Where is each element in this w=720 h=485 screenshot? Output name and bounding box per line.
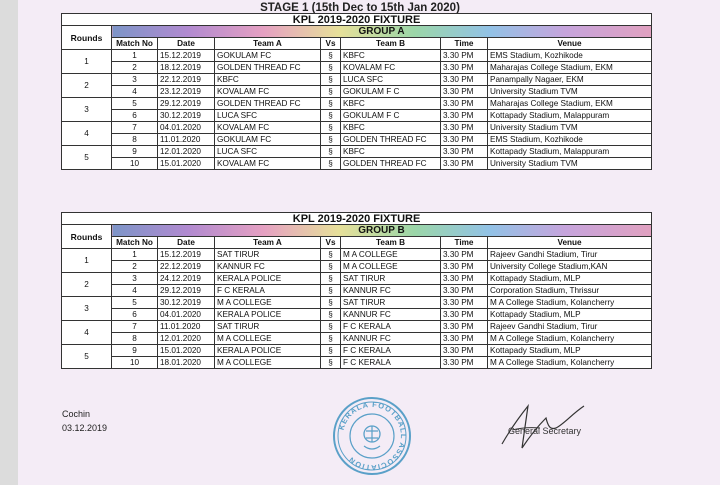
team-b: M A COLLEGE [341,261,441,273]
left-page-edge [0,0,18,485]
match-date: 15.12.2019 [158,50,215,62]
match-date: 12.01.2020 [158,146,215,158]
match-no: 1 [112,249,158,261]
team-b: KBFC [341,146,441,158]
match-venue: University Stadium TVM [488,158,652,170]
match-no: 2 [112,261,158,273]
match-time: 3.30 PM [441,146,488,158]
match-time: 3.30 PM [441,357,488,369]
match-venue: Kottapady Stadium, Malappuram [488,110,652,122]
vs-symbol: § [321,98,341,110]
team-a: SAT TIRUR [215,249,321,261]
vs-symbol: § [321,62,341,74]
table-row [62,321,652,333]
column-header-time: Time [441,237,488,249]
match-venue: Corporation Stadium, Thrissur [488,285,652,297]
match-venue: Maharajas College Stadium, EKM [488,98,652,110]
column-header-date: Date [158,237,215,249]
vs-symbol: § [321,146,341,158]
team-b: F C KERALA [341,357,441,369]
table-row [62,297,652,309]
fixture-title: KPL 2019-2020 FIXTURE [62,213,652,225]
vs-symbol: § [321,333,341,345]
fixture-table-group-b [61,212,652,369]
match-time: 3.30 PM [441,98,488,110]
table-row [62,309,652,321]
column-header-date: Date [158,38,215,50]
column-header-team-a: Team A [215,38,321,50]
team-b: GOLDEN THREAD FC [341,158,441,170]
round-number: 4 [62,122,112,146]
match-venue: EMS Stadium, Kozhikode [488,50,652,62]
match-no: 8 [112,333,158,345]
team-b: M A COLLEGE [341,249,441,261]
match-time: 3.30 PM [441,285,488,297]
seal-text: KERALA FOOTBALL ASSOCIATION [336,399,409,473]
match-date: 30.12.2019 [158,110,215,122]
match-no: 6 [112,110,158,122]
match-time: 3.30 PM [441,86,488,98]
match-no: 9 [112,345,158,357]
vs-symbol: § [321,86,341,98]
match-time: 3.30 PM [441,321,488,333]
team-b: KANNUR FC [341,309,441,321]
column-header-venue: Venue [488,38,652,50]
fixture-title: KPL 2019-2020 FIXTURE [62,14,652,26]
match-no: 10 [112,158,158,170]
match-venue: Kottapady Stadium, MLP [488,273,652,285]
match-venue: Kottapady Stadium, MLP [488,309,652,321]
column-header-vs: Vs [321,38,341,50]
footer-date: 03.12.2019 [62,423,108,433]
match-time: 3.30 PM [441,297,488,309]
team-a: GOLDEN THREAD FC [215,98,321,110]
table-row [62,86,652,98]
column-header-match-no: Match No [112,38,158,50]
round-number: 1 [62,249,112,273]
table-row [62,62,652,74]
group-label: GROUP B [112,225,652,237]
column-header-team-b: Team B [341,38,441,50]
table-row [62,50,652,62]
match-no: 3 [112,273,158,285]
column-header-team-a: Team A [215,237,321,249]
match-no: 7 [112,321,158,333]
vs-symbol: § [321,357,341,369]
match-date: 18.12.2019 [158,62,215,74]
team-a: M A COLLEGE [215,333,321,345]
match-no: 3 [112,74,158,86]
match-date: 29.12.2019 [158,285,215,297]
match-date: 04.01.2020 [158,122,215,134]
match-date: 15.12.2019 [158,249,215,261]
column-header-time: Time [441,38,488,50]
team-a: LUCA SFC [215,146,321,158]
table-row [62,357,652,369]
round-number: 4 [62,321,112,345]
match-date: 11.01.2020 [158,134,215,146]
match-no: 10 [112,357,158,369]
match-time: 3.30 PM [441,110,488,122]
match-no: 1 [112,50,158,62]
match-date: 15.01.2020 [158,345,215,357]
team-a: KERALA POLICE [215,345,321,357]
match-venue: EMS Stadium, Kozhikode [488,134,652,146]
team-b: F C KERALA [341,345,441,357]
vs-symbol: § [321,249,341,261]
table-row [62,146,652,158]
team-b: KANNUR FC [341,285,441,297]
match-no: 2 [112,62,158,74]
team-a: GOKULAM FC [215,134,321,146]
match-no: 8 [112,134,158,146]
match-time: 3.30 PM [441,333,488,345]
match-date: 22.12.2019 [158,74,215,86]
vs-symbol: § [321,74,341,86]
match-time: 3.30 PM [441,122,488,134]
signatory-title: General Secretary [508,426,582,436]
team-b: KBFC [341,122,441,134]
footer-city: Cochin [62,409,91,419]
team-a: GOLDEN THREAD FC [215,62,321,74]
match-time: 3.30 PM [441,134,488,146]
match-no: 4 [112,86,158,98]
match-time: 3.30 PM [441,261,488,273]
vs-symbol: § [321,134,341,146]
round-number: 5 [62,345,112,369]
team-a: LUCA SFC [215,110,321,122]
table-row [62,249,652,261]
vs-symbol: § [321,285,341,297]
group-label: GROUP A [112,26,652,38]
team-a: M A COLLEGE [215,297,321,309]
vs-symbol: § [321,158,341,170]
round-number: 3 [62,98,112,122]
match-time: 3.30 PM [441,309,488,321]
match-venue: M A College Stadium, Kolancherry [488,297,652,309]
table-row [62,134,652,146]
match-time: 3.30 PM [441,50,488,62]
team-b: KBFC [341,50,441,62]
team-b: F C KERALA [341,321,441,333]
match-date: 12.01.2020 [158,333,215,345]
team-a: KERALA POLICE [215,273,321,285]
column-header-venue: Venue [488,237,652,249]
match-no: 7 [112,122,158,134]
table-row [62,98,652,110]
match-date: 22.12.2019 [158,261,215,273]
column-header-match-no: Match No [112,237,158,249]
table-row [62,122,652,134]
team-b: GOLDEN THREAD FC [341,134,441,146]
match-no: 5 [112,297,158,309]
column-header-team-b: Team B [341,237,441,249]
team-b: GOKULAM F C [341,110,441,122]
team-a: KOVALAM FC [215,122,321,134]
round-number: 3 [62,297,112,321]
match-date: 04.01.2020 [158,309,215,321]
match-venue: Kottapady Stadium, MLP [488,345,652,357]
match-date: 11.01.2020 [158,321,215,333]
match-date: 24.12.2019 [158,273,215,285]
match-venue: University Stadium TVM [488,122,652,134]
match-time: 3.30 PM [441,345,488,357]
match-venue: Rajeev Gandhi Stadium, Tirur [488,249,652,261]
match-venue: M A College Stadium, Kolancherry [488,333,652,345]
match-no: 9 [112,146,158,158]
team-a: KERALA POLICE [215,309,321,321]
match-venue: M A College Stadium, Kolancherry [488,357,652,369]
match-time: 3.30 PM [441,273,488,285]
team-a: KBFC [215,74,321,86]
vs-symbol: § [321,273,341,285]
match-time: 3.30 PM [441,158,488,170]
column-header-vs: Vs [321,237,341,249]
team-b: KBFC [341,98,441,110]
table-row [62,158,652,170]
table-row [62,110,652,122]
vs-symbol: § [321,297,341,309]
team-b: KOVALAM FC [341,62,441,74]
match-venue: Maharajas College Stadium, EKM [488,62,652,74]
fixture-table-group-a [61,13,652,170]
table-row [62,333,652,345]
match-no: 5 [112,98,158,110]
match-venue: University College Stadium,KAN [488,261,652,273]
vs-symbol: § [321,110,341,122]
match-time: 3.30 PM [441,74,488,86]
round-number: 2 [62,74,112,98]
vs-symbol: § [321,309,341,321]
rounds-header: Rounds [62,225,112,249]
table-row [62,261,652,273]
match-venue: Rajeev Gandhi Stadium, Tirur [488,321,652,333]
match-no: 4 [112,285,158,297]
team-b: SAT TIRUR [341,297,441,309]
team-a: KANNUR FC [215,261,321,273]
team-a: GOKULAM FC [215,50,321,62]
team-b: SAT TIRUR [341,273,441,285]
match-time: 3.30 PM [441,249,488,261]
table-row [62,285,652,297]
match-time: 3.30 PM [441,62,488,74]
match-date: 18.01.2020 [158,357,215,369]
match-date: 15.01.2020 [158,158,215,170]
team-a: F C KERALA [215,285,321,297]
association-seal-icon [332,396,412,476]
team-b: GOKULAM F C [341,86,441,98]
vs-symbol: § [321,122,341,134]
round-number: 1 [62,50,112,74]
rounds-header: Rounds [62,26,112,50]
match-date: 23.12.2019 [158,86,215,98]
table-row [62,345,652,357]
round-number: 5 [62,146,112,170]
stage-title: STAGE 1 (15th Dec to 15th Jan 2020) [260,2,460,14]
team-b: LUCA SFC [341,74,441,86]
match-date: 29.12.2019 [158,98,215,110]
vs-symbol: § [321,321,341,333]
team-a: KOVALAM FC [215,158,321,170]
team-b: KANNUR FC [341,333,441,345]
match-venue: Kottapady Stadium, Malappuram [488,146,652,158]
table-row [62,273,652,285]
vs-symbol: § [321,261,341,273]
match-date: 30.12.2019 [158,297,215,309]
table-row [62,74,652,86]
match-venue: University Stadium TVM [488,86,652,98]
match-no: 6 [112,309,158,321]
team-a: KOVALAM FC [215,86,321,98]
vs-symbol: § [321,50,341,62]
vs-symbol: § [321,345,341,357]
team-a: M A COLLEGE [215,357,321,369]
match-venue: Panampally Nagaer, EKM [488,74,652,86]
round-number: 2 [62,273,112,297]
team-a: SAT TIRUR [215,321,321,333]
